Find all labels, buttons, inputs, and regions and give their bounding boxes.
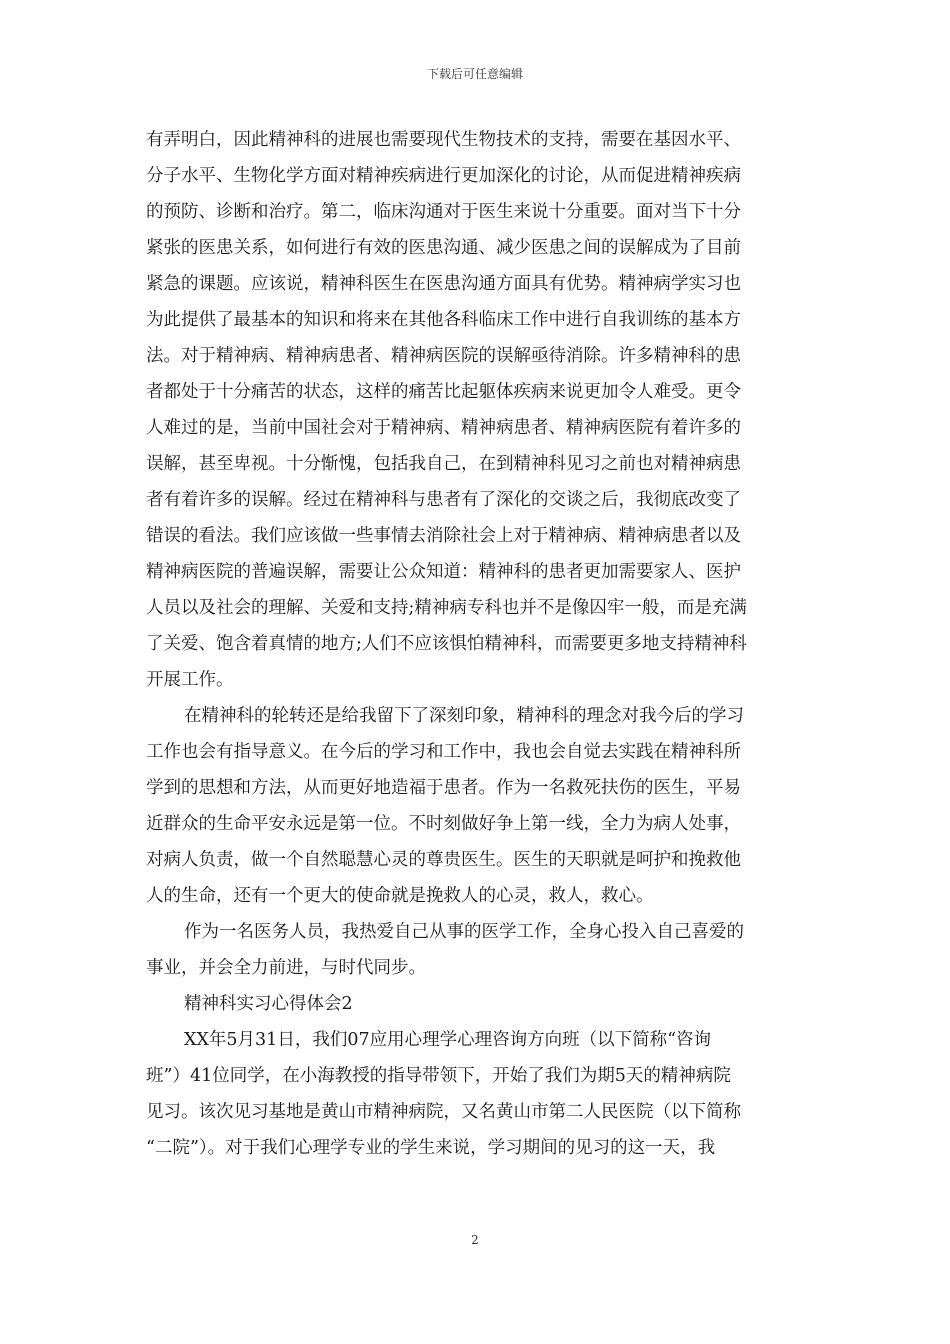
text-line: 为此提供了最基本的知识和将来在其他各科临床工作中进行自我训练的基本方 [146, 310, 741, 330]
text-line: 学到的思想和方法，从而更好地造福于患者。作为一名救死扶伤的医生，平易 [146, 778, 741, 798]
text-line: 工作也会有指导意义。在今后的学习和工作中，我也会自觉去实践在精神科所 [146, 742, 741, 762]
text-line: 错误的看法。我们应该做一些事情去消除社会上对于精神病、精神病患者以及 [146, 526, 741, 546]
section-heading: 精神科实习心得体会2 [184, 994, 353, 1014]
text-line: 有弄明白，因此精神科的进展也需要现代生物技术的支持，需要在基因水平、 [146, 130, 741, 150]
text-line: 班”）41位同学，在小海教授的指导带领下，开始了我们为期5天的精神病院 [146, 1066, 731, 1086]
document-body [146, 122, 806, 1166]
text-line: 事业，并会全力前进，与时代同步。 [146, 958, 426, 978]
text-line: 了关爱、饱含着真情的地方;人们不应该惧怕精神科，而需要更多地支持精神科 [146, 634, 747, 654]
text-line: 误解，甚至卑视。十分惭愧，包括我自己，在到精神科见习之前也对精神病患 [146, 454, 741, 474]
text-line: 者都处于十分痛苦的状态，这样的痛苦比起躯体疾病来说更加令人难受。更令 [146, 382, 741, 402]
paragraph-start-line: 在精神科的轮转还是给我留下了深刻印象，精神科的理念对我今后的学习 [184, 706, 744, 726]
text-line: “二院”）。对于我们心理学专业的学生来说，学习期间的见习的这一天，我 [146, 1138, 716, 1158]
text-line: 近群众的生命平安永远是第一位。不时刻做好争上第一线，全力为病人处事， [146, 814, 741, 834]
text-line: 的预防、诊断和治疗。第二，临床沟通对于医生来说十分重要。面对当下十分 [146, 202, 741, 222]
text-line: 精神病医院的普遍误解，需要让公众知道：精神科的患者更加需要家人、医护 [146, 562, 741, 582]
page-header: 下载后可任意编辑 [426, 67, 523, 81]
text-line: 人的生命，还有一个更大的使命就是挽救人的心灵，救人，救心。 [146, 886, 654, 906]
text-line: 人员以及社会的理解、关爱和支持;精神病专科也并不是像囚牢一般，而是充满 [146, 598, 747, 618]
text-line: 分子水平、生物化学方面对精神疾病进行更加深化的讨论，从而促进精神疾病 [146, 166, 741, 186]
paragraph-start-line: 作为一名医务人员，我热爱自己从事的医学工作，全身心投入自己喜爱的 [184, 922, 744, 942]
text-line: 紧张的医患关系，如何进行有效的医患沟通、减少医患之间的误解成为了目前 [146, 238, 741, 258]
paragraph-start-line: XX年5月31日，我们07应用心理学心理咨询方向班（以下简称“咨询 [184, 1030, 712, 1050]
text-line: 法。对于精神病、精神病患者、精神病医院的误解亟待消除。许多精神科的患 [146, 346, 741, 366]
text-line: 开展工作。 [146, 670, 234, 690]
text-line: 见习。该次见习基地是黄山市精神病院，又名黄山市第二人民医院（以下简称 [146, 1102, 741, 1122]
text-line: 者有着许多的误解。经过在精神科与患者有了深化的交谈之后，我彻底改变了 [146, 490, 741, 510]
text-line: 对病人负责，做一个自然聪慧心灵的尊贵医生。医生的天职就是呵护和挽救他 [146, 850, 741, 870]
text-line: 紧急的课题。应该说，精神科医生在医患沟通方面具有优势。精神病学实习也 [146, 274, 741, 294]
page-number: 2 [471, 1233, 479, 1247]
text-line: 人难过的是，当前中国社会对于精神病、精神病患者、精神病医院有着许多的 [146, 418, 741, 438]
